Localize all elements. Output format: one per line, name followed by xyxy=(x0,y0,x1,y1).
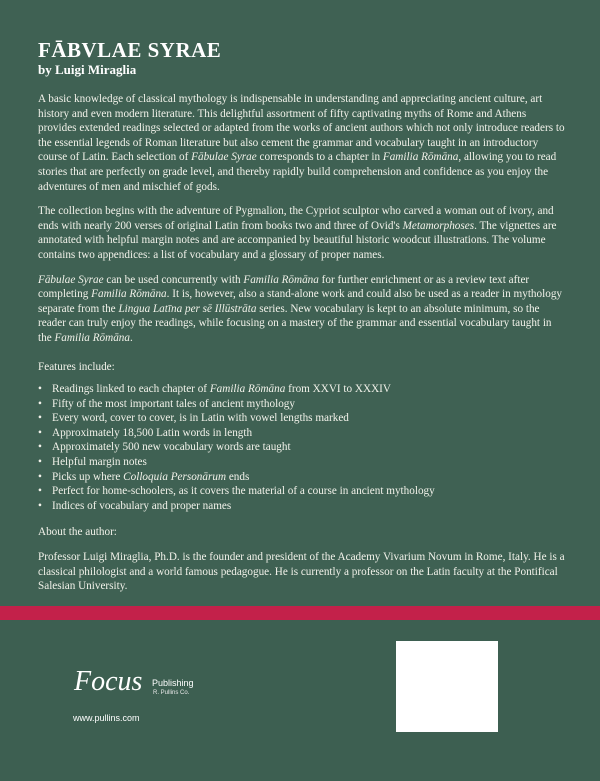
logo-publishing: Publishing xyxy=(152,678,194,688)
feature-item: • Every word, cover to cover, is in Latin with vowel lengths marked xyxy=(52,411,566,426)
feature-item: • Indices of vocabulary and proper names xyxy=(52,499,566,514)
about-author-label: About the author: xyxy=(38,526,117,539)
logo-word: Focus xyxy=(74,666,143,697)
features-label: Features include: xyxy=(38,360,115,373)
book-title: FĀBVLAE SYRAE xyxy=(38,38,222,62)
logo-subtitle: R. Pullins Co. xyxy=(153,690,190,696)
feature-item: • Approximately 18,500 Latin words in length xyxy=(52,426,566,441)
barcode-box xyxy=(396,641,498,732)
publisher-logo xyxy=(70,666,240,706)
feature-item: • Picks up where Colloquia Personārum ends xyxy=(52,470,566,485)
decorative-stripe xyxy=(0,606,600,620)
features-list xyxy=(38,382,566,513)
publisher-url: www.pullins.com xyxy=(73,713,140,723)
description-paragraph-1: A basic knowledge of classical mythology is indispensable in understanding and appreciating ancient culture, art history and even modern literature. This delightful assortment of fifty captivating myths of Rome and Athens provides extended readings selected or adapted from the works of ancient authors which not only introduce readers to the essential legends of Roman literature but also cement the grammar and vocabulary taught in an introductory course of Latin. Each selection of Fābulae Syrae corresponds to a chapter in Familia Rōmāna, allowing you to read stories that are perfectly on grade level, and thereby rapidly build comprehension and confidence as you enjoy the adventures of men and mischief of gods. xyxy=(38,93,565,193)
feature-item: • Readings linked to each chapter of Familia Rōmāna from XXVI to XXXIV xyxy=(52,382,566,397)
feature-item: • Fifty of the most important tales of ancient mythology xyxy=(52,397,566,412)
about-author-text: Professor Luigi Miraglia, Ph.D. is the founder and president of the Academy Vivarium Novum in Rome, Italy. He is a classical philologist and a world famous pedagogue. He is currently a professor on the Latin faculty at the Pontifical Salesian University. xyxy=(38,551,565,593)
feature-item: • Helpful margin notes xyxy=(52,455,566,470)
author-line: by Luigi Miraglia xyxy=(38,62,137,77)
cover-text xyxy=(38,38,566,604)
feature-item: • Approximately 500 new vocabulary words are taught xyxy=(52,440,566,455)
description-paragraph-3: Fābulae Syrae can be used concurrently with Familia Rōmāna for further enrichment or as a review text after completing Familia Rōmāna. It is, however, also a stand-alone work and could also be used as a reader in mythology separate from the Lingua Latīna per sē Illūstrāta series. New vocabulary is kept to an absolute minimum, so the reader can truly enjoy the readings, while focusing on a mastery of the grammar and essential vocabulary taught in the Familia Rōmāna. xyxy=(38,273,563,344)
description-paragraph-2: The collection begins with the adventure of Pygmalion, the Cypriot sculptor who carved a woman out of ivory, and ends with nearly 200 verses of original Latin from books two and three of Ovid's Metamorphoses. The vignettes are annotated with helpful margin notes and are accompanied by beautiful historic woodcut illustrations. The volume contains two appendices: a list of vocabulary and a glossary of proper names. xyxy=(38,205,557,261)
feature-item: • Perfect for home-schoolers, as it covers the material of a course in ancient mythology xyxy=(52,484,566,499)
